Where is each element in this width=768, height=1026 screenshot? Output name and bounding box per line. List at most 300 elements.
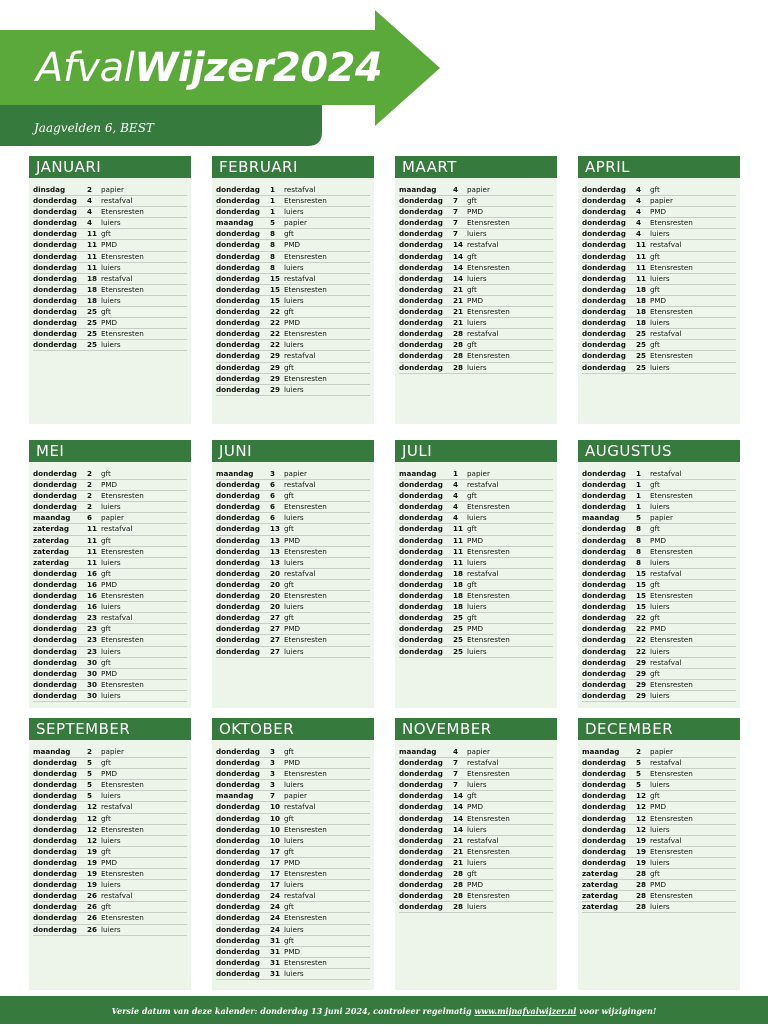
schedule-row [216,218,370,229]
weekday-cell: donderdag [399,295,443,305]
month-title: JULI [395,440,557,462]
waste-type-cell: Etensresten [101,913,144,923]
weekday-cell: donderdag [33,902,77,912]
date-cell: 11 [636,251,647,261]
weekday-cell: donderdag [216,968,260,978]
waste-type-cell: gft [467,791,477,801]
weekday-cell: donderdag [33,602,77,612]
weekday-cell: maandag [582,747,620,756]
weekday-cell: donderdag [582,624,626,634]
waste-type-cell: restafval [284,351,316,361]
weekday-cell: donderdag [33,679,77,689]
schedule-row [216,340,370,351]
schedule-row [399,847,553,858]
weekday-cell: donderdag [216,646,260,656]
schedule-row [216,491,370,502]
date-cell: 18 [636,307,647,317]
date-cell: 4 [453,513,459,523]
schedule-row [582,869,736,880]
date-cell: 13 [270,557,281,567]
schedule-row [216,480,370,491]
waste-type-cell: luiers [467,273,487,283]
schedule-row [399,624,553,635]
date-cell: 11 [636,273,647,283]
weekday-cell: zaterdag [582,902,619,912]
schedule-row [216,374,370,385]
schedule-row [399,780,553,791]
schedule-row [582,624,736,635]
schedule-row [399,218,553,229]
weekday-cell: zaterdag [33,524,70,534]
date-cell: 7 [453,207,459,217]
waste-type-cell: gft [467,579,477,589]
waste-type-cell: gft [467,491,477,501]
schedule-row [399,469,553,480]
date-cell: 7 [453,758,459,768]
schedule-row [399,836,553,847]
date-cell: 11 [87,535,98,545]
date-cell: 28 [453,891,464,901]
weekday-cell: donderdag [216,869,260,879]
date-cell: 18 [453,568,464,578]
waste-type-cell: luiers [650,318,670,328]
waste-type-cell: gft [467,251,477,261]
schedule-row [33,769,187,780]
waste-type-cell: restafval [467,835,499,845]
schedule-row [582,318,736,329]
date-cell: 19 [87,869,98,879]
schedule-row [33,185,187,196]
waste-type-cell: restafval [650,657,682,667]
weekday-cell: donderdag [399,546,443,556]
waste-type-cell: Etensresten [467,635,510,645]
date-cell: 20 [270,579,281,589]
waste-type-cell: luiers [467,557,487,567]
waste-type-cell: Etensresten [101,591,144,601]
month-panel [212,440,374,708]
weekday-cell: donderdag [582,502,626,512]
schedule-row [33,802,187,813]
date-cell: 21 [453,318,464,328]
schedule-row [33,240,187,251]
schedule-row [582,747,736,758]
date-cell: 11 [87,229,98,239]
waste-type-cell: luiers [101,646,121,656]
waste-type-cell: Etensresten [101,329,144,339]
weekday-cell: donderdag [582,362,626,372]
schedule-row [33,524,187,535]
weekday-cell: donderdag [582,690,626,700]
date-cell: 22 [636,624,647,634]
date-cell: 12 [636,791,647,801]
schedule-row [582,569,736,580]
schedule-row [399,207,553,218]
date-cell: 22 [270,340,281,350]
schedule-row [582,558,736,569]
weekday-cell: donderdag [33,880,77,890]
month-title: JUNI [212,440,374,462]
waste-type-cell: luiers [284,602,304,612]
weekday-cell: donderdag [582,480,626,490]
date-cell: 3 [270,758,276,768]
date-cell: 25 [87,318,98,328]
date-cell: 3 [270,469,276,478]
waste-type-cell: PMD [101,579,118,589]
schedule-row [582,536,736,547]
waste-type-cell: Etensresten [284,196,327,206]
waste-type-cell: gft [284,813,294,823]
waste-type-cell: luiers [650,273,670,283]
weekday-cell: donderdag [33,295,77,305]
waste-type-cell: luiers [101,295,121,305]
waste-type-cell: PMD [650,535,667,545]
weekday-cell: donderdag [582,546,626,556]
month-title: SEPTEMBER [29,718,191,740]
weekday-cell: donderdag [399,579,443,589]
waste-type-cell: gft [650,340,660,350]
schedule-row [216,558,370,569]
schedule-row [216,469,370,480]
date-cell: 12 [636,802,647,812]
waste-type-cell: papier [101,747,124,756]
weekday-cell: maandag [216,791,254,801]
waste-type-cell: Etensresten [650,307,693,317]
schedule-row [399,363,553,374]
date-cell: 27 [270,613,281,623]
schedule-row [399,758,553,769]
date-cell: 12 [87,802,98,812]
schedule-row [399,858,553,869]
schedule-list [395,740,557,913]
weekday-cell: donderdag [399,646,443,656]
weekday-cell: zaterdag [33,535,70,545]
date-cell: 11 [87,240,98,250]
weekday-cell: donderdag [399,218,443,228]
schedule-row [582,658,736,669]
waste-type-cell: restafval [467,329,499,339]
waste-type-cell: luiers [284,262,304,272]
waste-type-cell: gft [650,613,660,623]
waste-type-cell: Etensresten [650,591,693,601]
waste-type-cell: luiers [650,362,670,372]
waste-type-cell: gft [650,251,660,261]
schedule-row [582,680,736,691]
footer-text: Versie datum van deze kalender: donderdag 13 juni 2024, controleer regelmatig [111,1006,475,1016]
weekday-cell: donderdag [216,813,260,823]
waste-type-cell: gft [284,935,294,945]
waste-type-cell: PMD [467,802,484,812]
weekday-cell: donderdag [399,880,443,890]
waste-type-cell: Etensresten [284,373,327,383]
date-cell: 4 [636,207,642,217]
weekday-cell: donderdag [582,557,626,567]
date-cell: 11 [87,557,98,567]
waste-type-cell: restafval [467,758,499,768]
schedule-row [216,613,370,624]
weekday-cell: donderdag [33,824,77,834]
weekday-cell: donderdag [33,307,77,317]
date-cell: 21 [453,846,464,856]
schedule-row [216,547,370,558]
date-cell: 25 [453,613,464,623]
schedule-row [582,880,736,891]
schedule-row [399,880,553,891]
waste-type-cell: luiers [467,780,487,790]
schedule-list [395,178,557,374]
schedule-row [399,307,553,318]
schedule-row [216,363,370,374]
waste-type-cell: Etensresten [467,769,510,779]
schedule-row [216,318,370,329]
waste-type-cell: gft [650,284,660,294]
schedule-row [216,758,370,769]
date-cell: 8 [636,524,642,534]
schedule-row [216,580,370,591]
waste-type-cell: PMD [101,857,118,867]
date-cell: 14 [453,791,464,801]
weekday-cell: donderdag [216,273,260,283]
waste-type-cell: Etensresten [101,207,144,217]
month-title: AUGUSTUS [578,440,740,462]
schedule-row [399,285,553,296]
waste-type-cell: papier [284,791,307,801]
weekday-cell: donderdag [582,229,626,239]
weekday-cell: donderdag [399,902,443,912]
waste-type-cell: PMD [284,857,301,867]
date-cell: 4 [636,218,642,228]
schedule-row [399,769,553,780]
schedule-row [33,880,187,891]
weekday-cell: donderdag [33,769,77,779]
weekday-cell: donderdag [216,957,260,967]
schedule-row [33,285,187,296]
date-cell: 17 [270,869,281,879]
schedule-row [399,296,553,307]
waste-type-cell: luiers [284,924,304,934]
date-cell: 20 [270,602,281,612]
waste-type-cell: restafval [650,240,682,250]
date-cell: 11 [87,524,98,534]
waste-type-cell: luiers [467,824,487,834]
weekday-cell: donderdag [216,524,260,534]
date-cell: 4 [87,196,93,206]
date-cell: 27 [270,624,281,634]
date-cell: 29 [636,690,647,700]
weekday-cell: zaterdag [33,557,70,567]
weekday-cell: maandag [33,513,71,523]
waste-type-cell: luiers [101,835,121,845]
weekday-cell: donderdag [33,613,77,623]
waste-type-cell: luiers [284,513,304,523]
weekday-cell: donderdag [399,351,443,361]
waste-type-cell: papier [650,196,673,206]
schedule-row [33,274,187,285]
date-cell: 4 [453,480,459,490]
weekday-cell: donderdag [582,568,626,578]
schedule-row [582,836,736,847]
waste-type-cell: gft [101,813,111,823]
date-cell: 14 [453,802,464,812]
weekday-cell: donderdag [216,362,260,372]
waste-type-cell: gft [101,624,111,634]
weekday-cell: zaterdag [33,546,70,556]
schedule-row [582,469,736,480]
date-cell: 5 [270,218,276,228]
schedule-row [33,536,187,547]
date-cell: 1 [270,185,276,194]
weekday-cell: donderdag [33,924,77,934]
waste-type-cell: gft [650,668,660,678]
weekday-cell: donderdag [216,635,260,645]
waste-type-cell: luiers [650,857,670,867]
schedule-row [216,229,370,240]
weekday-cell: donderdag [216,502,260,512]
date-cell: 24 [270,924,281,934]
date-cell: 17 [270,846,281,856]
waste-type-cell: luiers [284,646,304,656]
weekday-cell: donderdag [399,513,443,523]
weekday-cell: donderdag [582,240,626,250]
waste-type-cell: restafval [101,524,133,534]
date-cell: 20 [270,568,281,578]
weekday-cell: donderdag [399,284,443,294]
waste-type-cell: luiers [650,229,670,239]
waste-type-cell: Etensresten [284,284,327,294]
schedule-row [582,580,736,591]
date-cell: 8 [270,229,276,239]
schedule-row [582,240,736,251]
weekday-cell: donderdag [399,769,443,779]
schedule-row [582,363,736,374]
waste-type-cell: Etensresten [467,307,510,317]
date-cell: 18 [453,602,464,612]
waste-type-cell: restafval [101,802,133,812]
date-cell: 8 [636,535,642,545]
waste-type-cell: gft [467,196,477,206]
date-cell: 15 [270,284,281,294]
schedule-row [582,613,736,624]
weekday-cell: donderdag [582,668,626,678]
waste-type-cell: Etensresten [467,262,510,272]
weekday-cell: donderdag [33,646,77,656]
weekday-cell: zaterdag [582,891,619,901]
schedule-row [399,340,553,351]
date-cell: 26 [87,924,98,934]
schedule-row [399,569,553,580]
schedule-row [582,791,736,802]
weekday-cell: donderdag [399,262,443,272]
weekday-cell: donderdag [33,284,77,294]
date-cell: 31 [270,946,281,956]
date-cell: 15 [636,602,647,612]
waste-type-cell: luiers [284,384,304,394]
weekday-cell: donderdag [399,229,443,239]
date-cell: 11 [636,240,647,250]
schedule-row [399,869,553,880]
brand-wijzer: Wijzer [134,45,273,91]
waste-type-cell: Etensresten [101,491,144,501]
weekday-cell: donderdag [582,340,626,350]
schedule-row [33,913,187,924]
date-cell: 10 [270,835,281,845]
weekday-cell: donderdag [33,869,77,879]
date-cell: 25 [87,329,98,339]
weekday-cell: maandag [582,513,620,523]
waste-type-cell: restafval [467,480,499,490]
schedule-row [33,669,187,680]
schedule-list [578,740,740,913]
schedule-row [399,791,553,802]
schedule-list [29,740,191,936]
schedule-row [582,758,736,769]
schedule-row [33,513,187,524]
date-cell: 27 [270,635,281,645]
date-cell: 3 [270,769,276,779]
schedule-row [216,196,370,207]
date-cell: 29 [636,679,647,689]
waste-type-cell: gft [284,747,294,756]
date-cell: 4 [453,747,459,756]
date-cell: 21 [453,307,464,317]
schedule-row [33,263,187,274]
schedule-list [212,178,374,396]
date-cell: 29 [270,373,281,383]
waste-type-cell: papier [284,469,307,478]
date-cell: 11 [87,251,98,261]
waste-type-cell: restafval [650,329,682,339]
waste-type-cell: luiers [650,780,670,790]
schedule-row [33,502,187,513]
date-cell: 16 [87,579,98,589]
footer-link[interactable]: www.mijnafvalwijzer.nl [474,1006,577,1016]
waste-type-cell: Etensresten [650,679,693,689]
schedule-row [582,252,736,263]
month-panel [578,440,740,708]
weekday-cell: donderdag [216,384,260,394]
date-cell: 1 [636,469,642,478]
month-title: JANUARI [29,156,191,178]
month-title: FEBRUARI [212,156,374,178]
waste-type-cell: luiers [284,835,304,845]
month-title: MAART [395,156,557,178]
weekday-cell: donderdag [33,835,77,845]
date-cell: 21 [453,857,464,867]
schedule-row [33,491,187,502]
weekday-cell: donderdag [33,568,77,578]
schedule-row [582,296,736,307]
schedule-row [216,880,370,891]
weekday-cell: donderdag [582,657,626,667]
weekday-cell: donderdag [216,340,260,350]
date-cell: 2 [87,469,93,478]
date-cell: 22 [636,613,647,623]
waste-type-cell: restafval [101,196,133,206]
date-cell: 25 [453,624,464,634]
weekday-cell: donderdag [216,229,260,239]
weekday-cell: donderdag [582,251,626,261]
waste-type-cell: gft [101,568,111,578]
schedule-row [399,635,553,646]
schedule-row [216,329,370,340]
waste-type-cell: Etensresten [101,780,144,790]
weekday-cell: donderdag [582,846,626,856]
weekday-cell: dinsdag [33,185,66,194]
schedule-row [33,624,187,635]
schedule-row [33,758,187,769]
weekday-cell: donderdag [399,240,443,250]
weekday-cell: donderdag [582,579,626,589]
schedule-row [33,635,187,646]
